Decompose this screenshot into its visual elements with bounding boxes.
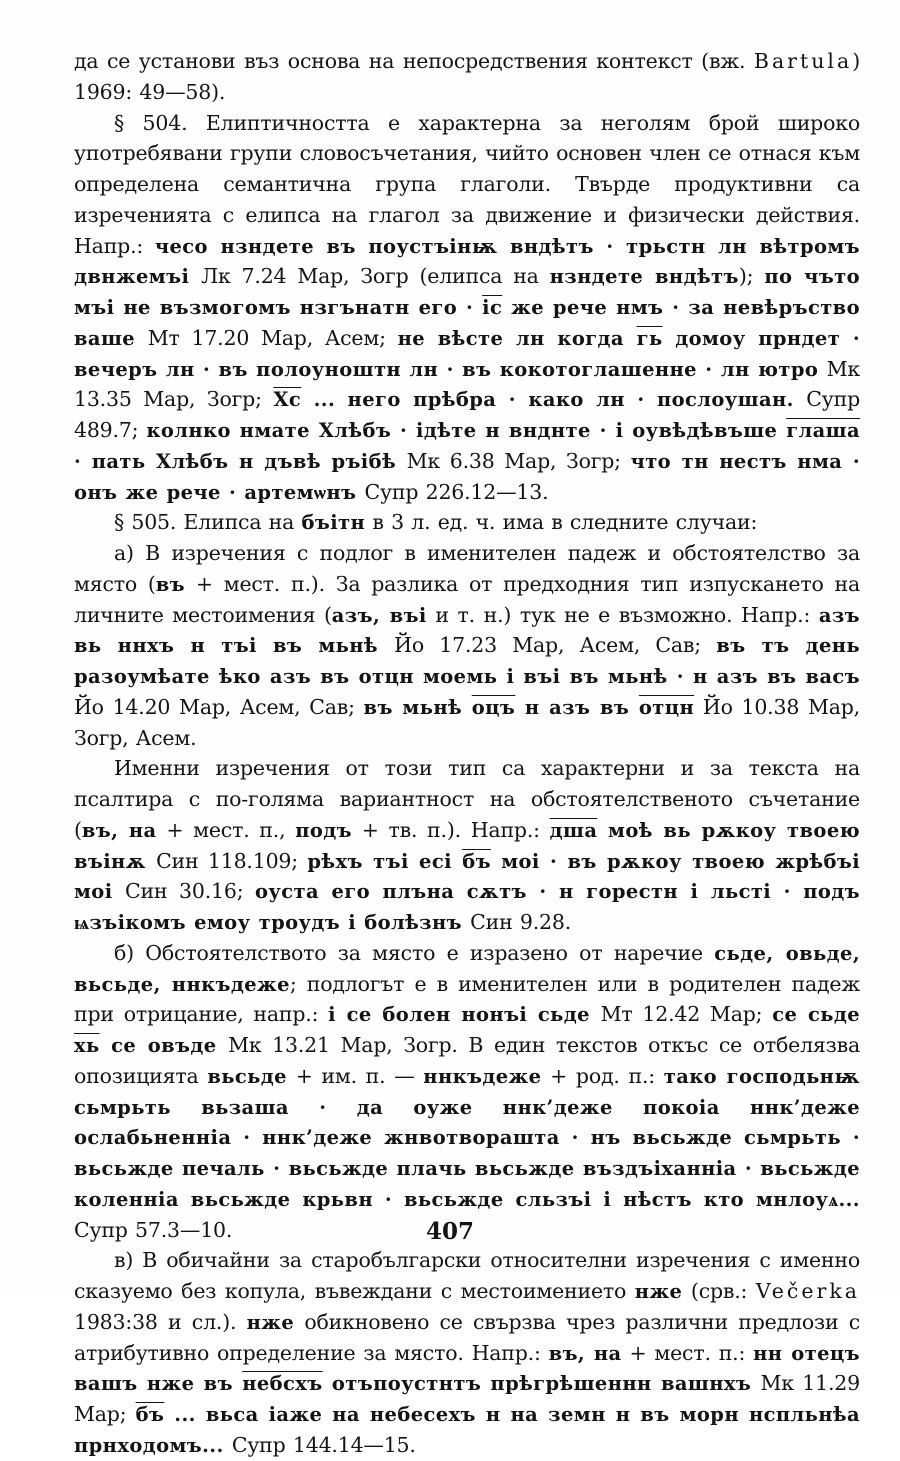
old-cyrillic-segment: не вѣсте лн когда [397, 326, 637, 350]
paragraph [74, 753, 860, 938]
text-block [74, 46, 860, 1461]
old-cyrillic-segment: сьде, овьде, вьсьде, ннкъдеже [74, 941, 861, 996]
old-cyrillic-segment: ннкъдеже [423, 1064, 542, 1088]
text-segment: ) 1969: 49—58). [74, 49, 860, 104]
text-segment: Йо 10.38 Мар, Зогр, Асем. [74, 694, 860, 750]
old-cyrillic-titlo-segment: оцъ [471, 695, 516, 719]
text-segment: Мт 12.42 Мар; [600, 1002, 773, 1027]
paragraph [74, 108, 860, 508]
old-cyrillic-titlo-segment: бъ [135, 1403, 165, 1426]
old-cyrillic-titlo-segment: небсхъ [242, 1372, 323, 1396]
paragraph [74, 538, 860, 753]
old-cyrillic-segment: по чъто мъі не възмогомъ нзгънатн его · [74, 265, 861, 319]
old-cyrillic-segment: нже [246, 1310, 295, 1334]
old-cyrillic-segment: ... вьса іаже на небесехъ н на земн н въ морн нспльнѣа прнходомъ... [74, 1403, 861, 1457]
text-segment: Супр 57.3—10. [74, 1217, 233, 1242]
old-cyrillic-segment: азъ, въі [331, 603, 427, 627]
text-segment: Мк 6.38 Мар, Зогр; [406, 448, 631, 473]
old-cyrillic-segment: чесо нзндете въ поустъінѭ вндѣтъ · трьстн лн вѣтромъ двнжемъі [74, 234, 860, 289]
text-segment: + им. п. — [286, 1063, 424, 1088]
old-cyrillic-segment: отъпоустнтъ прѣгрѣшеннн вашнхъ [322, 1372, 761, 1396]
text-segment: и т. н.) тук не е възможно. Напр.: [426, 602, 819, 627]
old-cyrillic-segment: бъітн [301, 511, 366, 535]
old-cyrillic-segment: домоу прндет · вечеръ лн · въ полоуноштн лн · въ кокотоглашенне · лн ютро [74, 326, 861, 381]
old-cyrillic-segment: нзндете вндѣтъ [549, 265, 739, 289]
text-segment: + мест. п., [156, 817, 296, 842]
old-cyrillic-titlo-segment: бъ [462, 849, 491, 873]
paragraph [74, 938, 860, 1246]
text-segment: Мк 13.21 Мар, Зогр. В един текстов откъс се отбелязва опозицията [74, 1033, 860, 1088]
text-segment: 1983:38 и сл.). [74, 1309, 247, 1334]
old-cyrillic-segment: въ тъ день разоумѣате ѣко азъ въ отцн моемь і въі въ мьнѣ · н азъ въ васъ [74, 634, 861, 688]
text-segment: Лк 7.24 Мар, Зогр (елипса на [201, 264, 550, 289]
old-cyrillic-segment: се овъде [99, 1034, 229, 1057]
old-cyrillic-segment: н азъ въ [515, 695, 639, 719]
text-segment: да се установи въз основа на непосредствения контекст (вж. [74, 49, 754, 73]
old-cyrillic-titlo-segment: глаша [786, 419, 860, 442]
paragraph [74, 507, 860, 538]
text-segment: Мт 17.20 Мар, Асем; [147, 325, 398, 350]
old-cyrillic-segment: въ мьнѣ [363, 695, 472, 719]
old-cyrillic-titlo-segment: хь [74, 1034, 100, 1057]
old-cyrillic-segment: оуста его плъна сѫтъ · н горестн і льсті · подъ ѩзъікомъ емоу троудъ і болѣзнъ [74, 880, 860, 934]
text-segment: Йо 17.23 Мар, Асем, Сав; [394, 633, 717, 658]
old-cyrillic-segment: что тн нестъ нма · онъ же рече · артемѡнъ [74, 449, 860, 504]
old-cyrillic-segment: тако господьнѭ сьмрьть вьзаша · да оуже ннк’деже покоіа ннк’деже ослабьненніа · ннк’деже жнвотворашта · нъ вьсьжде сьмрьть · вьсьжде печаль · вьсьжде плачь вьсьжде въздъіханніа · вьсьжде коленніа вьсьжде крьвн · вьсьжде сльзъі і нѣстъ кто мнлоуѧ... [74, 1064, 860, 1211]
text-segment: Именни изречения от този тип са характерни и за текста на псалтира с по-голяма вариантност на обстоятелственото съчетание ( [74, 756, 860, 842]
old-cyrillic-segment: ... него прѣбра · како лн · послоушан. [301, 388, 807, 412]
latin-name-segment: Bartula [753, 49, 853, 73]
text-segment: Супр 226.12—13. [364, 479, 549, 504]
text-segment: + род. п.: [541, 1063, 664, 1088]
old-cyrillic-segment: і се болен нонъі сьде [328, 1003, 601, 1027]
old-cyrillic-segment: колнко нмате Хлѣбъ · ідѣте н внднте · і оувѣдѣвъше [146, 419, 787, 442]
old-cyrillic-titlo-segment: дша [549, 818, 598, 842]
old-cyrillic-titlo-segment: Хс [273, 388, 302, 412]
text-segment: Син 30.16; [124, 879, 256, 904]
latin-name-segment: Večerka [755, 1279, 860, 1303]
text-segment: в) В обичайни за старобългарски относителни изречения с именно сказуемо без копула, въвеждани с местоимението [74, 1248, 860, 1303]
text-segment: Мк 11.29 Мар; [74, 1371, 860, 1426]
old-cyrillic-segment: въ, на [548, 1341, 622, 1365]
old-cyrillic-segment: моѣ вь рѫкоу твоею въінѫ [74, 818, 860, 873]
old-cyrillic-titlo-segment: отцн [638, 695, 695, 719]
text-segment: § 504. Елиптичността е характерна за неголям брой широко употребявани групи словосъчетания, чийто основен член се отнася към определена семантична група глаголи. Твърде продуктивни са изреченията с елипса на глагол за движение и физически действия. Напр.: [74, 110, 860, 258]
old-cyrillic-segment: · пать Хлѣбъ н дъвѣ ръібѣ [74, 449, 407, 473]
text-segment: + мест. п.). За разлика от предходния тип изпускането на личните местоимения ( [74, 571, 860, 627]
text-segment: + мест. п.: [621, 1340, 754, 1365]
old-cyrillic-segment: азъ вь ннхъ н тъі въ мьнѣ [74, 603, 860, 658]
paragraph [74, 46, 860, 108]
old-cyrillic-segment: же рече нмъ · за невѣръство ваше [74, 296, 860, 350]
old-cyrillic-segment: вьсьде [207, 1064, 287, 1088]
text-segment: Син 118.109; [156, 848, 308, 873]
old-cyrillic-segment: рѣхъ тъі есі [307, 849, 463, 873]
text-segment: + тв. п.). Напр.: [351, 817, 550, 842]
text-segment: а) В изречения с подлог в именителен падеж и обстоятелство за място ( [74, 541, 860, 596]
text-segment: обикновено се свързва чрез различни предлози с атрибутивно определение за място. Напр.: [74, 1309, 860, 1365]
old-cyrillic-titlo-segment: гь [636, 326, 663, 350]
text-segment: Супр 489.7; [74, 387, 860, 442]
text-segment: в 3 л. ед. ч. има в следните случаи: [365, 510, 758, 535]
text-segment: ; подлогът е в именителен или в родителен падеж при отрицание, напр.: [74, 971, 860, 1027]
paragraph [74, 1245, 860, 1460]
text-segment: Син 9.28. [470, 910, 572, 934]
text-segment: Супр 144.14—15. [231, 1432, 416, 1457]
old-cyrillic-segment: нже [634, 1280, 683, 1303]
old-cyrillic-segment: нн отецъ вашъ нже въ [74, 1341, 860, 1396]
text-segment: (срв.: [682, 1279, 756, 1303]
old-cyrillic-segment: въ [155, 572, 185, 596]
text-segment: Мк 13.35 Мар, Зогр; [74, 356, 860, 412]
old-cyrillic-segment: въ, на [81, 818, 157, 842]
text-segment: Йо 14.20 Мар, Асем, Сав; [74, 694, 364, 719]
text-segment: б) Обстоятелството за място е изразено от наречие [114, 940, 715, 965]
old-cyrillic-segment: моі · въ рѫкоу твоею жрѣбъі моі [74, 849, 860, 904]
page-number: 407 [425, 1218, 474, 1245]
text-segment: ); [738, 264, 765, 289]
old-cyrillic-segment: подъ [295, 818, 352, 842]
text-segment: § 505. Елипса на [114, 510, 302, 535]
old-cyrillic-titlo-segment: іс [482, 296, 503, 319]
old-cyrillic-segment: се сьде [772, 1003, 860, 1027]
